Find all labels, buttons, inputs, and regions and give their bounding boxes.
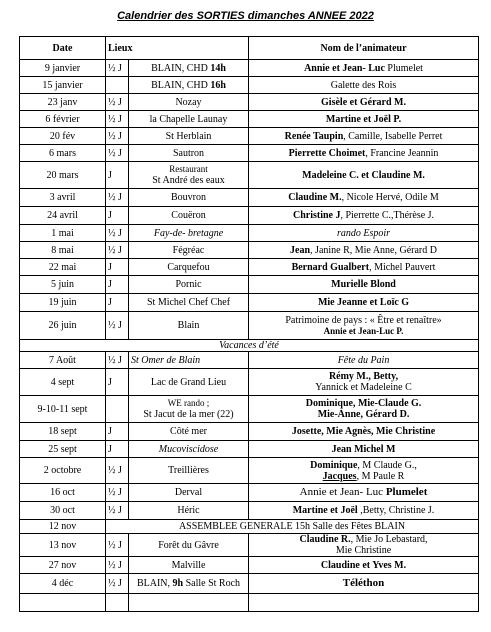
row-date: 6 février <box>20 111 106 128</box>
row-date: 6 mars <box>20 145 106 162</box>
row-duration: ½ J <box>106 312 129 340</box>
row-duration: J <box>106 162 129 189</box>
row-lieu: Fay-de- bretagne <box>129 225 249 242</box>
row-lieu: Héric <box>129 502 249 520</box>
row-duration: ½ J <box>106 484 129 502</box>
row-duration: J <box>106 369 129 396</box>
row-duration: J <box>106 276 129 294</box>
row-date: 1 mai <box>20 225 106 242</box>
row-date: 20 fév <box>20 128 106 145</box>
row-animateur: Téléthon <box>249 574 479 594</box>
table-row <box>20 396 479 423</box>
row-duration: ½ J <box>106 128 129 145</box>
table-row <box>20 276 479 294</box>
row-lieu: Nozay <box>129 94 249 111</box>
row-duration: ½ J <box>106 502 129 520</box>
table-row <box>20 369 479 396</box>
header-row <box>20 37 479 60</box>
row-duration: J <box>106 294 129 312</box>
row-duration: ½ J <box>106 557 129 574</box>
row-date: 5 juin <box>20 276 106 294</box>
table-row <box>20 484 479 502</box>
table-row <box>20 77 479 94</box>
header-lieux: Lieux <box>106 37 249 60</box>
row-date: 30 oct <box>20 502 106 520</box>
row-lieu: St Herblain <box>129 128 249 145</box>
row-animateur: Dominique, Mie-Claude G. Mie-Anne, Gérard D. <box>249 396 479 423</box>
table-row <box>20 128 479 145</box>
row-date: 2 octobre <box>20 458 106 484</box>
empty-cell <box>129 594 249 612</box>
row-animateur: Fête du Pain <box>249 352 479 369</box>
table-row <box>20 294 479 312</box>
row-animateur: rando Espoir <box>249 225 479 242</box>
row-duration: ½ J <box>106 60 129 77</box>
row-animateur: Claudine R., Mie Jo Lebastard, Mie Christine <box>249 534 479 557</box>
row-animateur: Renée Taupin, Camille, Isabelle Perret <box>249 128 479 145</box>
row-animateur: Rémy M., Betty, Yannick et Madeleine C <box>249 369 479 396</box>
row-animateur: Murielle Blond <box>249 276 479 294</box>
row-lieu: Pornic <box>129 276 249 294</box>
row-lieu: Fégréac <box>129 242 249 259</box>
row-duration <box>106 77 129 94</box>
page-title: Calendrier des SORTIES dimanches ANNEE 2022 <box>117 10 374 22</box>
table-row <box>20 557 479 574</box>
table-row-empty <box>20 594 479 612</box>
row-animateur: Bernard Gualbert, Michel Pauvert <box>249 259 479 276</box>
table-row <box>20 259 479 276</box>
table-row <box>20 502 479 520</box>
table-row <box>20 94 479 111</box>
row-date: 27 nov <box>20 557 106 574</box>
row-duration: ½ J <box>106 225 129 242</box>
row-duration: ½ J <box>106 458 129 484</box>
calendar-table <box>19 36 479 612</box>
row-date: 3 avril <box>20 189 106 207</box>
row-lieu: Sautron <box>129 145 249 162</box>
table-row <box>20 458 479 484</box>
row-animateur: Annie et Jean- Luc Plumelet <box>249 60 479 77</box>
table-row <box>20 574 479 594</box>
row-merged: Vacances d’été <box>20 340 479 352</box>
row-lieu: Malville <box>129 557 249 574</box>
header-animateur: Nom de l’animateur <box>249 37 479 60</box>
row-date: 9 janvier <box>20 60 106 77</box>
empty-cell <box>20 594 106 612</box>
row-animateur: Martine et Joël ,Betty, Christine J. <box>249 502 479 520</box>
row-duration: ½ J <box>106 94 129 111</box>
row-date: 26 juin <box>20 312 106 340</box>
row-animateur: Annie et Jean- Luc Plumelet <box>249 484 479 502</box>
row-duration: J <box>106 259 129 276</box>
table-row <box>20 225 479 242</box>
table-row <box>20 162 479 189</box>
row-date: 16 oct <box>20 484 106 502</box>
row-date: 15 janvier <box>20 77 106 94</box>
row-lieu: BLAIN, 9h Salle St Roch <box>129 574 249 594</box>
table-row <box>20 242 479 259</box>
row-animateur: Dominique, M Claude G., Jacques, M Paule R <box>249 458 479 484</box>
row-animateur: Galette des Rois <box>249 77 479 94</box>
table-row <box>20 423 479 441</box>
table-row <box>20 60 479 77</box>
table-row <box>20 534 479 557</box>
row-date: 4 sept <box>20 369 106 396</box>
row-date: 7 Août <box>20 352 106 369</box>
row-date: 18 sept <box>20 423 106 441</box>
empty-cell <box>106 594 129 612</box>
row-lieu: St Michel Chef Chef <box>129 294 249 312</box>
row-animateur: Jean Michel M <box>249 441 479 458</box>
header-date: Date <box>20 37 106 60</box>
row-lieu: Bouvron <box>129 189 249 207</box>
row-animateur: Madeleine C. et Claudine M. <box>249 162 479 189</box>
row-duration: ½ J <box>106 145 129 162</box>
row-lieu: Couëron <box>129 207 249 225</box>
table-row <box>20 111 479 128</box>
row-animateur: Christine J, Pierrette C.,Thérèse J. <box>249 207 479 225</box>
row-date: 9-10-11 sept <box>20 396 106 423</box>
row-animateur: Claudine M., Nicole Hervé, Odile M <box>249 189 479 207</box>
row-date: 22 mai <box>20 259 106 276</box>
empty-cell <box>249 594 479 612</box>
table-row <box>20 441 479 458</box>
row-animateur: Martine et Joël P. <box>249 111 479 128</box>
row-animateur: Mie Jeanne et Loïc G <box>249 294 479 312</box>
row-duration: ½ J <box>106 574 129 594</box>
row-lieu: Restaurant St André des eaux <box>129 162 249 189</box>
row-date: 8 mai <box>20 242 106 259</box>
row-duration: ½ J <box>106 534 129 557</box>
row-animateur: Josette, Mie Agnès, Mie Christine <box>249 423 479 441</box>
row-date: 20 mars <box>20 162 106 189</box>
row-animateur: Claudine et Yves M. <box>249 557 479 574</box>
row-lieu: BLAIN, CHD 14h <box>129 60 249 77</box>
row-lieu: Mucoviscidose <box>129 441 249 458</box>
row-duration: ½ J <box>106 242 129 259</box>
row-date: 13 nov <box>20 534 106 557</box>
row-date: 4 déc <box>20 574 106 594</box>
row-animateur: Gisèle et Gérard M. <box>249 94 479 111</box>
row-date: 12 nov <box>20 520 106 534</box>
row-lieu: Blain <box>129 312 249 340</box>
row-animateur: Jean, Janine R, Mie Anne, Gérard D <box>249 242 479 259</box>
row-lieu: Derval <box>129 484 249 502</box>
row-lieu: WE rando ; St Jacut de la mer (22) <box>129 396 249 423</box>
row-lieu: Lac de Grand Lieu <box>129 369 249 396</box>
row-lieu: Forêt du Gâvre <box>129 534 249 557</box>
table-row <box>20 520 479 534</box>
row-duration: J <box>106 207 129 225</box>
row-lieu: BLAIN, CHD 16h <box>129 77 249 94</box>
row-date: 23 janv <box>20 94 106 111</box>
row-animateur: Pierrette Choimet, Francine Jeannin <box>249 145 479 162</box>
table-row <box>20 189 479 207</box>
row-merged: ASSEMBLEE GENERALE 15h Salle des Fêtes BLAIN <box>106 520 479 534</box>
table-row <box>20 312 479 340</box>
table-row <box>20 340 479 352</box>
table-row <box>20 352 479 369</box>
row-duration: ½ J <box>106 352 129 369</box>
row-duration: ½ J <box>106 111 129 128</box>
row-date: 25 sept <box>20 441 106 458</box>
row-duration: J <box>106 423 129 441</box>
row-lieu: St Omer de Blain <box>129 352 249 369</box>
table-row <box>20 207 479 225</box>
row-animateur: Patrimoine de pays : « Être et renaître» Annie et Jean-Luc P. <box>249 312 479 340</box>
row-lieu: Carquefou <box>129 259 249 276</box>
row-date: 19 juin <box>20 294 106 312</box>
row-duration: ½ J <box>106 189 129 207</box>
row-lieu: Treillières <box>129 458 249 484</box>
row-duration <box>106 396 129 423</box>
row-lieu: la Chapelle Launay <box>129 111 249 128</box>
row-duration: J <box>106 441 129 458</box>
row-lieu: Côté mer <box>129 423 249 441</box>
table-row <box>20 145 479 162</box>
row-date: 24 avril <box>20 207 106 225</box>
